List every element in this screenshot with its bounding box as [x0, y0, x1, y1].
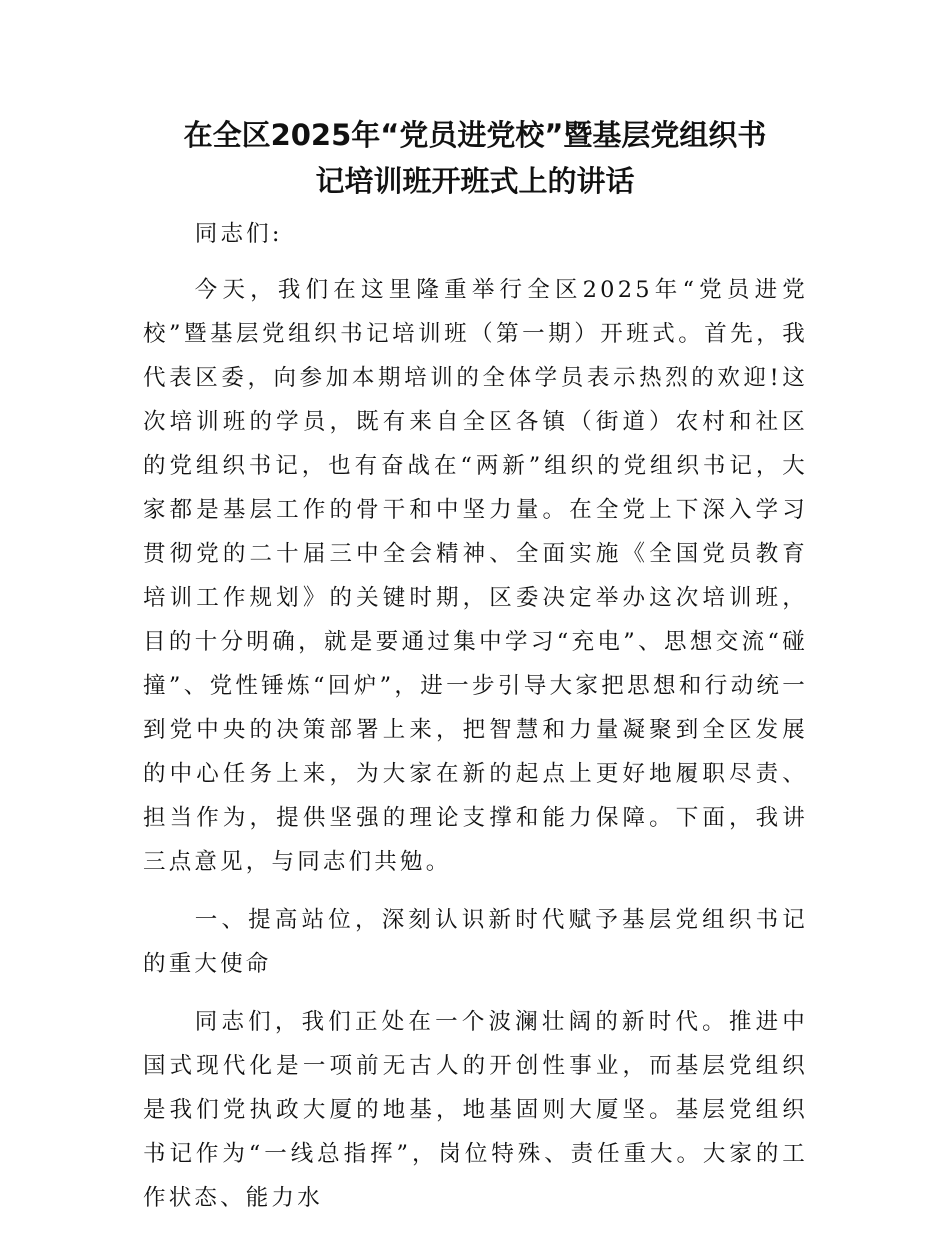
- salutation: 同志们:: [194, 221, 283, 247]
- document-title: [100, 112, 850, 204]
- document-body: [143, 212, 808, 1234]
- paragraph-opening: 今天，我们在这里隆重举行全区2025年“党员进党校”暨基层党组织书记培训班（第一期）开班式。首先，我代表区委，向参加本期培训的全体学员表示热烈的欢迎!这次培训班的学员，既有来自全区各镇（街道）农村和社区的党组织书记，也有奋战在“两新”组织的党组织书记，大家都是基层工作的骨干和中坚力量。在全党上下深入学习贯彻党的二十届三中全会精神、全面实施《全国党员教育培训工作规划》的关键时期，区委决定举办这次培训班，目的十分明确，就是要通过集中学习“充电”、思想交流“碰撞”、党性锤炼“回炉”，进一步引导大家把思想和行动统一到党中央的决策部署上来，把智慧和力量凝聚到全区发展的中心任务上来，为大家在新的起点上更好地履职尽责、担当作为，提供坚强的理论支撑和能力保障。下面，我讲三点意见，与同志们共勉。: [143, 277, 808, 875]
- section-heading-1: 一、提高站位，深刻认识新时代赋予基层党组织书记的重大使命: [143, 907, 808, 977]
- title-line-2: 记培训班开班式上的讲话: [315, 164, 635, 198]
- title-line-1: 在全区2025年“党员进党校”暨基层党组织书: [183, 118, 767, 152]
- paragraph-section-1: 同志们，我们正处在一个波澜壮阔的新时代。推进中国式现代化是一项前无古人的开创性事业，而基层党组织是我们党执政大厦的地基，地基固则大厦坚。基层党组织书记作为“一线总指挥”，岗位特殊、责任重大。大家的工作状态、能力水: [143, 1009, 808, 1211]
